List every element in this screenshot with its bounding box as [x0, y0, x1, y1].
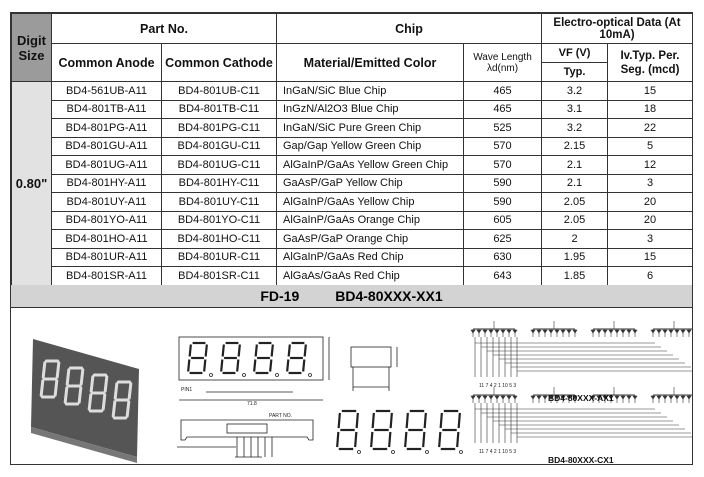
- material-cell: AlGaInP/GaAs Orange Chip: [277, 211, 464, 230]
- wave-length-cell: 465: [464, 82, 542, 101]
- material-cell: Gap/Gap Yellow Green Chip: [277, 137, 464, 156]
- vf-cell: 2.05: [542, 211, 608, 230]
- material-cell: AlGaAs/GaAs Red Chip: [277, 267, 464, 286]
- table-row: [12, 230, 693, 249]
- chip-header: Chip: [277, 14, 542, 44]
- table-row: [12, 82, 693, 101]
- iv-cell: 15: [608, 248, 693, 267]
- common-anode-cell: BD4-801YO-A11: [52, 211, 162, 230]
- vf-cell: 3.2: [542, 82, 608, 101]
- common-anode-cell: BD4-801SR-A11: [52, 267, 162, 286]
- table-row: [12, 100, 693, 119]
- cathode-diagram-label: BD4-80XXX-CX1: [548, 455, 614, 464]
- material-cell: AlGaInP/GaAs Yellow Chip: [277, 193, 464, 212]
- material-cell: AlGaInP/GaAs Red Chip: [277, 248, 464, 267]
- wave-length-cell: 525: [464, 119, 542, 138]
- common-cathode-cell: BD4-801GU-C11: [162, 137, 277, 156]
- vf-cell: 1.95: [542, 248, 608, 267]
- common-anode-cell: BD4-801PG-A11: [52, 119, 162, 138]
- bottom-view-drawing: [177, 420, 313, 457]
- digit-outline: [221, 343, 240, 373]
- iv-cell: 6: [608, 267, 693, 286]
- wave-length-cell: 590: [464, 174, 542, 193]
- iv-cell: 3: [608, 174, 693, 193]
- digit-outline: [188, 343, 207, 373]
- common-cathode-cell: BD4-801UB-C11: [162, 82, 277, 101]
- iv-cell: 15: [608, 82, 693, 101]
- material-header: Material/Emitted Color: [277, 44, 464, 82]
- pin-layout-drawing: [337, 411, 462, 454]
- wave-length-cell: 465: [464, 100, 542, 119]
- anode-pin-numbers: 11 7 4 2 1 10 5 3: [479, 383, 517, 389]
- wave-length-cell: 643: [464, 267, 542, 286]
- cathode-pin-numbers: 11 7 4 2 1 10 5 3: [479, 449, 517, 455]
- iv-cell: 12: [608, 156, 693, 175]
- digit-size-header: Digit Size: [12, 14, 52, 82]
- digit-outline: [254, 343, 273, 373]
- eo-header: Electro-optical Data (At 10mA): [542, 14, 693, 44]
- common-cathode-cell: BD4-801UR-C11: [162, 248, 277, 267]
- table-row: [12, 156, 693, 175]
- material-cell: InGaN/SiC Pure Green Chip: [277, 119, 464, 138]
- spec-table: [11, 13, 693, 286]
- material-cell: AlGaInP/GaAs Yellow Green Chip: [277, 156, 464, 175]
- iv-cell: 22: [608, 119, 693, 138]
- vf-cell: 2.15: [542, 137, 608, 156]
- common-cathode-cell: BD4-801YO-C11: [162, 211, 277, 230]
- anode-circuit-diagram: [471, 321, 692, 377]
- wave-length-cell: 570: [464, 137, 542, 156]
- material-cell: InGaN/SiC Blue Chip: [277, 82, 464, 101]
- iv-cell: 3: [608, 230, 693, 249]
- digit-size-value: 0.80": [12, 82, 52, 286]
- common-anode-cell: BD4-561UB-A11: [52, 82, 162, 101]
- table-row: [12, 211, 693, 230]
- common-cathode-cell: BD4-801HY-C11: [162, 174, 277, 193]
- wave-length-cell: 605: [464, 211, 542, 230]
- common-cathode-header: Common Cathode: [162, 44, 277, 82]
- table-row: [12, 193, 693, 212]
- iv-cell: 5: [608, 137, 693, 156]
- front-view-drawing: [179, 337, 329, 400]
- datasheet: [10, 12, 693, 465]
- iv-header: Iv.Typ. Per. Seg. (mcd): [608, 44, 693, 82]
- side-view-drawing: [351, 347, 397, 391]
- table-row: [12, 137, 693, 156]
- iv-cell: 18: [608, 100, 693, 119]
- vf-cell: 2.1: [542, 174, 608, 193]
- iv-cell: 20: [608, 193, 693, 212]
- vf-header: VF (V): [542, 44, 608, 63]
- table-row: [12, 248, 693, 267]
- vf-cell: 2: [542, 230, 608, 249]
- wave-length-header: Wave Length λd(nm): [464, 44, 542, 82]
- table-row: [12, 174, 693, 193]
- vf-cell: 2.05: [542, 193, 608, 212]
- vf-cell: 3.1: [542, 100, 608, 119]
- series-name: FD-19: [260, 288, 300, 304]
- common-cathode-cell: BD4-801UY-C11: [162, 193, 277, 212]
- wave-length-cell: 570: [464, 156, 542, 175]
- table-row: [12, 119, 693, 138]
- wave-length-cell: 590: [464, 193, 542, 212]
- digit-outline: [405, 411, 426, 449]
- wave-length-cell: 625: [464, 230, 542, 249]
- vf-cell: 2.1: [542, 156, 608, 175]
- model-name: BD4-80XXX-XX1: [335, 288, 443, 304]
- common-anode-cell: BD4-801UY-A11: [52, 193, 162, 212]
- common-cathode-cell: BD4-801TB-C11: [162, 100, 277, 119]
- common-cathode-cell: BD4-801HO-C11: [162, 230, 277, 249]
- typ-header: Typ.: [542, 63, 608, 82]
- series-banner: [11, 285, 692, 308]
- digit-outline: [439, 411, 460, 449]
- common-anode-cell: BD4-801HY-A11: [52, 174, 162, 193]
- common-cathode-cell: BD4-801PG-C11: [162, 119, 277, 138]
- product-photo: [31, 339, 139, 463]
- iv-cell: 20: [608, 211, 693, 230]
- material-cell: GaAsP/GaP Orange Chip: [277, 230, 464, 249]
- pin1-label: PIN1: [181, 387, 193, 393]
- common-anode-cell: BD4-801GU-A11: [52, 137, 162, 156]
- total-width-label: 71.8: [247, 401, 257, 407]
- material-cell: InGzN/Al2O3 Blue Chip: [277, 100, 464, 119]
- common-anode-cell: BD4-801HO-A11: [52, 230, 162, 249]
- digit-outline: [371, 411, 392, 449]
- part-no-header: Part No.: [52, 14, 277, 44]
- material-cell: GaAsP/GaP Yellow Chip: [277, 174, 464, 193]
- common-cathode-cell: BD4-801UG-C11: [162, 156, 277, 175]
- common-anode-header: Common Anode: [52, 44, 162, 82]
- vf-cell: 1.85: [542, 267, 608, 286]
- table-row: [12, 267, 693, 286]
- digit-outline: [337, 411, 358, 449]
- part-no-label: PART NO.: [269, 413, 293, 419]
- common-cathode-cell: BD4-801SR-C11: [162, 267, 277, 286]
- vf-cell: 3.2: [542, 119, 608, 138]
- common-anode-cell: BD4-801UG-A11: [52, 156, 162, 175]
- common-anode-cell: BD4-801UR-A11: [52, 248, 162, 267]
- common-anode-cell: BD4-801TB-A11: [52, 100, 162, 119]
- anode-diagram-label: BD4-80XXX-AX1: [548, 393, 614, 403]
- digit-outline: [287, 343, 306, 373]
- drawings-area: [11, 307, 692, 464]
- wave-length-cell: 630: [464, 248, 542, 267]
